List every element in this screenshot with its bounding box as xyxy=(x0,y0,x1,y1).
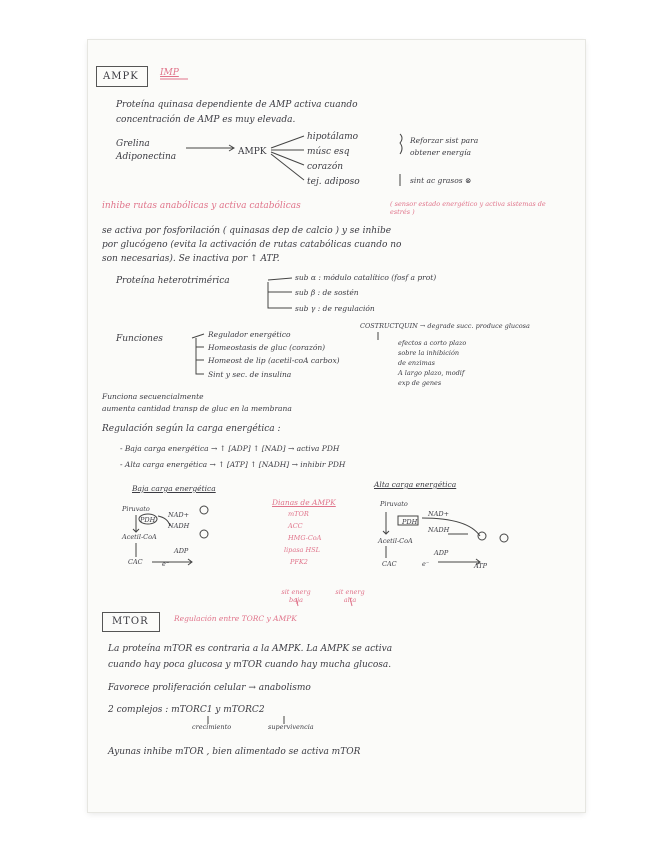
target-hipotalamo: hipotálamo xyxy=(307,132,359,142)
effect-3: sint ac grasos ⊗ xyxy=(410,176,472,185)
ampk-intro-2: concentración de AMP es muy elevada. xyxy=(116,115,296,125)
note-energ-alta: sit energ alta xyxy=(335,588,365,604)
high-charge-title: Alta carga energética xyxy=(374,480,457,489)
effects-long-4: A largo plazo, modif xyxy=(398,369,465,377)
diana-2: ACC xyxy=(288,522,303,530)
diana-4: lipasa HSL xyxy=(284,546,320,554)
high-cac: CAC xyxy=(382,560,397,568)
notebook-page xyxy=(88,40,585,812)
activator-adiponectina: Adiponectina xyxy=(116,152,177,162)
activation-1: se activa por fosforilación ( quinasas dep de calcio ) y se inhibe xyxy=(102,226,392,236)
function-4: Sint y sec. de insulina xyxy=(208,370,292,379)
high-nadh: NADH xyxy=(428,526,450,534)
low-nad: NAD+ xyxy=(168,511,190,519)
diana-1: mTOR xyxy=(288,510,309,518)
ink-strokes xyxy=(88,40,585,812)
note-energ-baja: sit energ baja xyxy=(281,588,311,604)
mtor-line-2: cuando hay poca glucosa y mTOR cuando hay mucha glucosa. xyxy=(108,660,392,670)
mtor-header: Regulación entre TORC y AMPK xyxy=(174,614,297,623)
regulacion-title: Regulación según la carga energética : xyxy=(102,424,281,434)
costructquin-note: COSTRUCTQUIN → degrade succ. produce glucosa xyxy=(360,322,530,330)
ampk-node: AMPK xyxy=(238,147,267,157)
subunit-alpha: sub α : módulo catalítico (fosf a prot) xyxy=(295,273,437,282)
functions-label: Funciones xyxy=(116,334,163,344)
effects-long-5: exp de genes xyxy=(398,379,442,387)
function-2: Homeostasis de gluc (corazón) xyxy=(208,343,326,352)
inhibe-note: ( sensor estado energético y activa sistemas de estrés ) xyxy=(390,200,546,216)
ampk-intro-1: Proteína quinasa dependiente de AMP activa cuando xyxy=(116,100,358,110)
high-piruvato: Piruvato xyxy=(380,500,408,508)
target-adiposo: tej. adiposo xyxy=(307,177,360,187)
target-musc: músc esq xyxy=(307,147,350,157)
heterotrimeric: Proteína heterotrimérica xyxy=(116,276,230,286)
high-nad: NAD+ xyxy=(428,510,450,518)
effect-1: Reforzar sist para xyxy=(410,136,479,145)
diana-3: HMG-CoA xyxy=(288,534,322,542)
effects-long-1: efectos a corto plazo xyxy=(398,339,467,347)
ampk-tag: IMP xyxy=(160,68,179,78)
mtor-line-1: La proteína mTOR es contraria a la AMPK. La AMPK se activa xyxy=(108,644,393,654)
function-1: Regulador energético xyxy=(208,330,291,339)
low-acetil: Acetil-CoA xyxy=(122,533,157,541)
high-pdh: PDH xyxy=(402,518,418,526)
target-corazon: corazón xyxy=(307,162,344,172)
mtor-line-3: Favorece proliferación celular → anabolismo xyxy=(108,683,311,693)
activation-2: por glucógeno (evita la activación de rutas catabólicas cuando no xyxy=(102,240,402,250)
ampk-title: AMPK xyxy=(103,71,139,82)
function-3: Homeost de lip (acetil-coA carbox) xyxy=(208,356,340,365)
funciona-line: Funciona secuencialmente xyxy=(102,392,204,401)
low-cac: CAC xyxy=(128,558,143,566)
high-acetil: Acetil-CoA xyxy=(378,537,413,545)
subunit-gamma: sub γ : de regulación xyxy=(295,304,375,313)
low-pdh: PDH xyxy=(140,516,156,524)
high-electron: e⁻ xyxy=(422,560,430,568)
low-adp: ADP xyxy=(174,547,189,555)
low-electron: e⁻ xyxy=(162,560,170,568)
high-atp: ATP xyxy=(474,562,488,570)
mtor-complexes: 2 complejos : mTORC1 y mTORC2 xyxy=(108,705,265,715)
mtor-title: MTOR xyxy=(112,616,149,627)
dianas-title: Dianas de AMPK xyxy=(272,498,336,507)
diana-5: PFK2 xyxy=(290,558,308,566)
regulacion-high: - Alta carga energética → ↑ [ATP] ↑ [NADH] → inhibir PDH xyxy=(120,460,346,469)
regulacion-low: - Baja carga energética → ↑ [ADP] ↑ [NAD] → activa PDH xyxy=(120,444,340,453)
subunit-beta: sub β : de sostén xyxy=(295,288,359,297)
low-charge-title: Baja carga energética xyxy=(132,484,216,493)
mtor-line-4: Ayunas inhibe mTOR , bien alimentado se activa mTOR xyxy=(108,747,361,757)
aumenta-line: aumenta cantidad transp de gluc en la membrana xyxy=(102,404,292,413)
mtor-c2-note: supervivencia xyxy=(268,723,314,731)
effects-long-2: sobre la inhibición xyxy=(398,349,460,357)
high-adp: ADP xyxy=(434,549,449,557)
activator-grelina: Grelina xyxy=(116,139,150,149)
inhibe-line: inhibe rutas anabólicas y activa catabólicas xyxy=(102,201,301,211)
effects-long-3: de enzimas xyxy=(398,359,435,367)
low-piruvato: Piruvato xyxy=(122,505,150,513)
effect-2: obtener energía xyxy=(410,148,471,157)
low-nadh: NADH xyxy=(168,522,190,530)
mtor-c1-note: crecimiento xyxy=(192,723,232,731)
activation-3: son necesarias). Se inactiva por ↑ ATP. xyxy=(102,254,280,264)
